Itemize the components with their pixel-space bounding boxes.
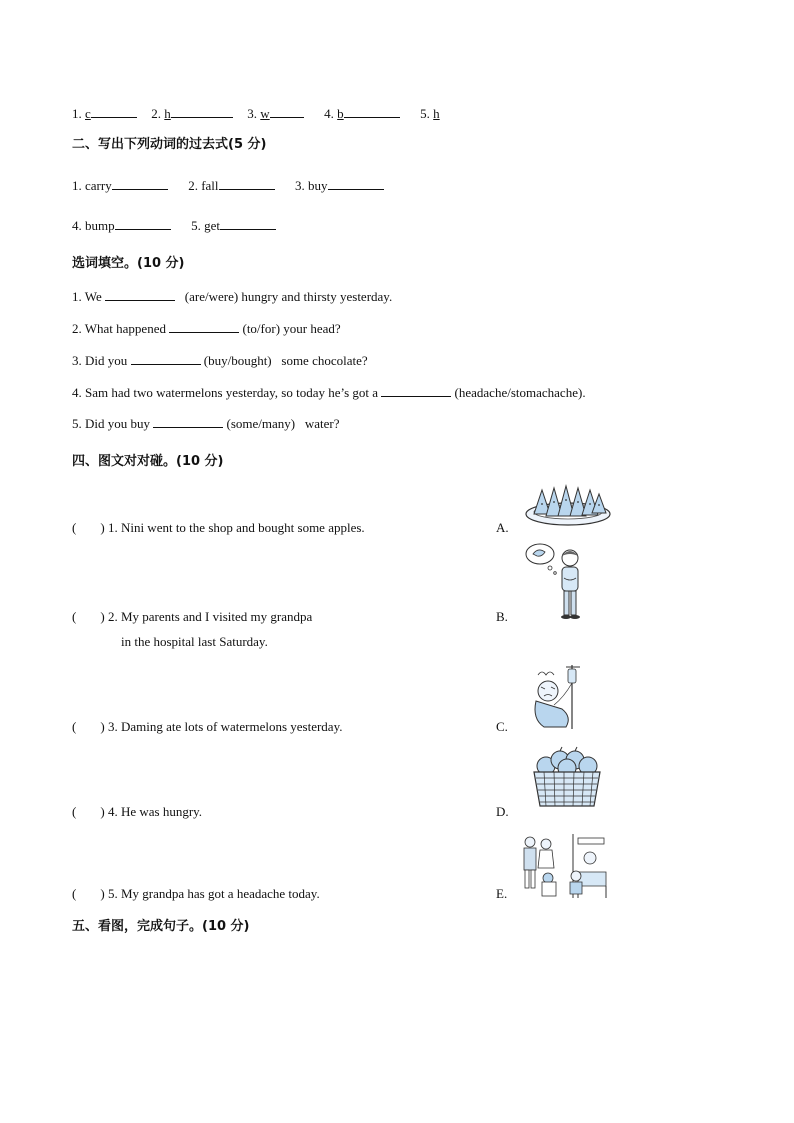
item-number: 3. — [247, 106, 258, 121]
apple-basket-icon — [530, 746, 604, 810]
option-label-d: D. — [496, 804, 509, 819]
letter-blanks-row — [72, 104, 440, 122]
sick-grandpa-icon — [528, 661, 586, 733]
item-number: 1. — [72, 106, 82, 121]
option-label-e: E. — [496, 886, 508, 901]
fill-item-1[interactable]: 1. We (are/were) hungry and thirsty yesterday. — [72, 289, 393, 304]
item-number: 5. — [420, 106, 430, 121]
match-sentence-2: ( ) 2. My parents and I visited my grandpa — [72, 609, 313, 624]
past-tense-item-1[interactable]: 1. carry — [72, 178, 168, 193]
letter-hint: h — [433, 106, 440, 121]
letter-blank-2[interactable] — [151, 104, 233, 122]
section-5-title: 五、看图，完成句子。(10 分) — [72, 919, 250, 934]
match-sentence-5: ( ) 5. My grandpa has got a headache today. — [72, 886, 320, 901]
fill-item-3[interactable]: 3. Did you (buy/bought) some chocolate? — [72, 353, 368, 368]
letter-hint: h — [164, 106, 171, 121]
answer-paren[interactable]: ( ) — [72, 520, 105, 535]
answer-paren[interactable]: ( ) — [72, 719, 105, 734]
fill-item-4[interactable]: 4. Sam had two watermelons yesterday, so today he’s got a (headache/stomachache). — [72, 385, 586, 400]
watermelon-plate-icon — [524, 480, 612, 528]
letter-hint: w — [260, 106, 270, 121]
past-tense-item-3[interactable]: 3. buy — [295, 178, 384, 193]
letter-hint: c — [85, 106, 91, 121]
past-tense-item-5[interactable]: 5. get — [191, 218, 276, 233]
match-sentence-4: ( ) 4. He was hungry. — [72, 804, 203, 819]
item-number: 2. — [151, 106, 162, 121]
past-tense-row-1 — [72, 176, 384, 194]
letter-blank-3[interactable] — [247, 104, 303, 122]
hungry-boy-icon — [524, 542, 588, 622]
answer-paren[interactable]: ( ) — [72, 804, 105, 819]
option-label-b: B. — [496, 609, 508, 624]
match-sentence-2-cont: in the hospital last Saturday. — [121, 634, 268, 649]
option-label-a: A. — [496, 520, 509, 535]
letter-blank-5[interactable] — [420, 106, 440, 122]
letter-hint: b — [337, 106, 344, 121]
past-tense-row-2 — [72, 216, 276, 234]
past-tense-item-4[interactable]: 4. bump — [72, 218, 171, 233]
match-sentence-1: ( ) 1. Nini went to the shop and bought some apples. — [72, 520, 365, 535]
answer-paren[interactable]: ( ) — [72, 609, 105, 624]
section-2-title: 二、写出下列动词的过去式(5 分) — [72, 137, 267, 152]
fill-item-5[interactable]: 5. Did you buy (some/many) water? — [72, 416, 340, 431]
past-tense-item-2[interactable]: 2. fall — [188, 178, 274, 193]
option-label-c: C. — [496, 719, 508, 734]
section-4-title: 四、图文对对碰。(10 分) — [72, 454, 224, 469]
hospital-visit-icon — [518, 832, 610, 900]
section-3-title: 选词填空。(10 分) — [72, 256, 185, 271]
letter-blank-4[interactable] — [324, 104, 400, 122]
match-sentence-3: ( ) 3. Daming ate lots of watermelons yesterday. — [72, 719, 343, 734]
item-number: 4. — [324, 106, 334, 121]
letter-blank-1[interactable] — [72, 104, 137, 122]
answer-paren[interactable]: ( ) — [72, 886, 105, 901]
fill-item-2[interactable]: 2. What happened (to/for) your head? — [72, 321, 341, 336]
